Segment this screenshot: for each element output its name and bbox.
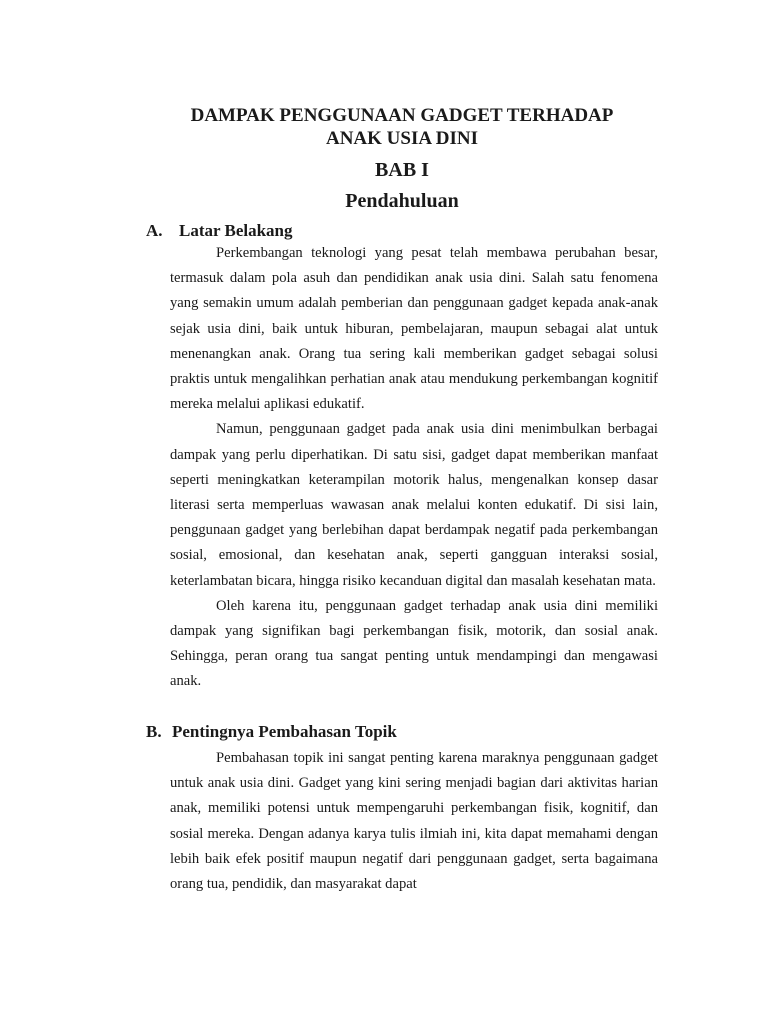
chapter-number: BAB I xyxy=(375,159,429,181)
section-heading-text: Pentingnya Pembahasan Topik xyxy=(172,722,397,741)
paragraph: Oleh karena itu, penggunaan gadget terhadap anak usia dini memiliki dampak yang signifikan bagi perkembangan fisik, motorik, dan sosial anak. Sehingga, peran orang tua sangat penting untuk mendampingi dan mengawasi anak. xyxy=(170,597,658,690)
section-letter: B. xyxy=(146,722,162,741)
chapter-title: Pendahuluan xyxy=(345,190,459,212)
section-heading-text: Latar Belakang xyxy=(179,221,293,240)
document-title-line-1: DAMPAK PENGGUNAAN GADGET TERHADAP xyxy=(190,105,614,126)
section-body-latar-belakang xyxy=(170,241,658,695)
section-body-pentingnya-pembahasan xyxy=(170,746,658,897)
paragraph: Perkembangan teknologi yang pesat telah membawa perubahan besar, termasuk dalam pola asuh dan pendidikan anak usia dini. Salah satu fenomena yang semakin umum adalah pemberian dan penggunaan gadget kepada anak-anak sejak usia dini, baik untuk hiburan, pembelajaran, maupun sebagai alat untuk menenangkan anak. Orang tua sering kali memberikan gadget sebagai solusi praktis untuk mengalihkan perhatian anak atau mendukung perkembangan kognitif mereka melalui aplikasi edukatif. xyxy=(170,245,658,413)
document-title-line-2: ANAK USIA DINI xyxy=(325,128,479,149)
section-letter: A. xyxy=(146,221,163,240)
section-heading-pentingnya-pembahasan xyxy=(146,722,397,742)
paragraph: Namun, penggunaan gadget pada anak usia dini menimbulkan berbagai dampak yang perlu diperhatikan. Di satu sisi, gadget dapat memberikan manfaat seperti meningkatkan keterampilan motorik halus, mengenalkan konsep dasar literasi serta memperluas wawasan anak melalui konten edukatif. Di sisi lain, penggunaan gadget yang berlebihan dapat berdampak negatif pada perkembangan sosial, emosional, dan kesehatan anak, seperti gangguan interaksi sosial, keterlambatan bicara, hingga risiko kecanduan digital dan masalah kesehatan mata. xyxy=(170,421,658,589)
section-heading-latar-belakang xyxy=(146,221,293,241)
paragraph: Pembahasan topik ini sangat penting karena maraknya penggunaan gadget untuk anak usia dini. Gadget yang kini sering menjadi bagian dari aktivitas harian anak, memiliki potensi untuk mempengaruhi perkembangan fisik, kognitif, dan sosial mereka. Dengan adanya karya tulis ilmiah ini, kita dapat memahami dengan lebih baik efek positif maupun negatif dari penggunaan gadget, serta bagaimana orang tua, pendidik, dan masyarakat dapat xyxy=(170,750,658,893)
